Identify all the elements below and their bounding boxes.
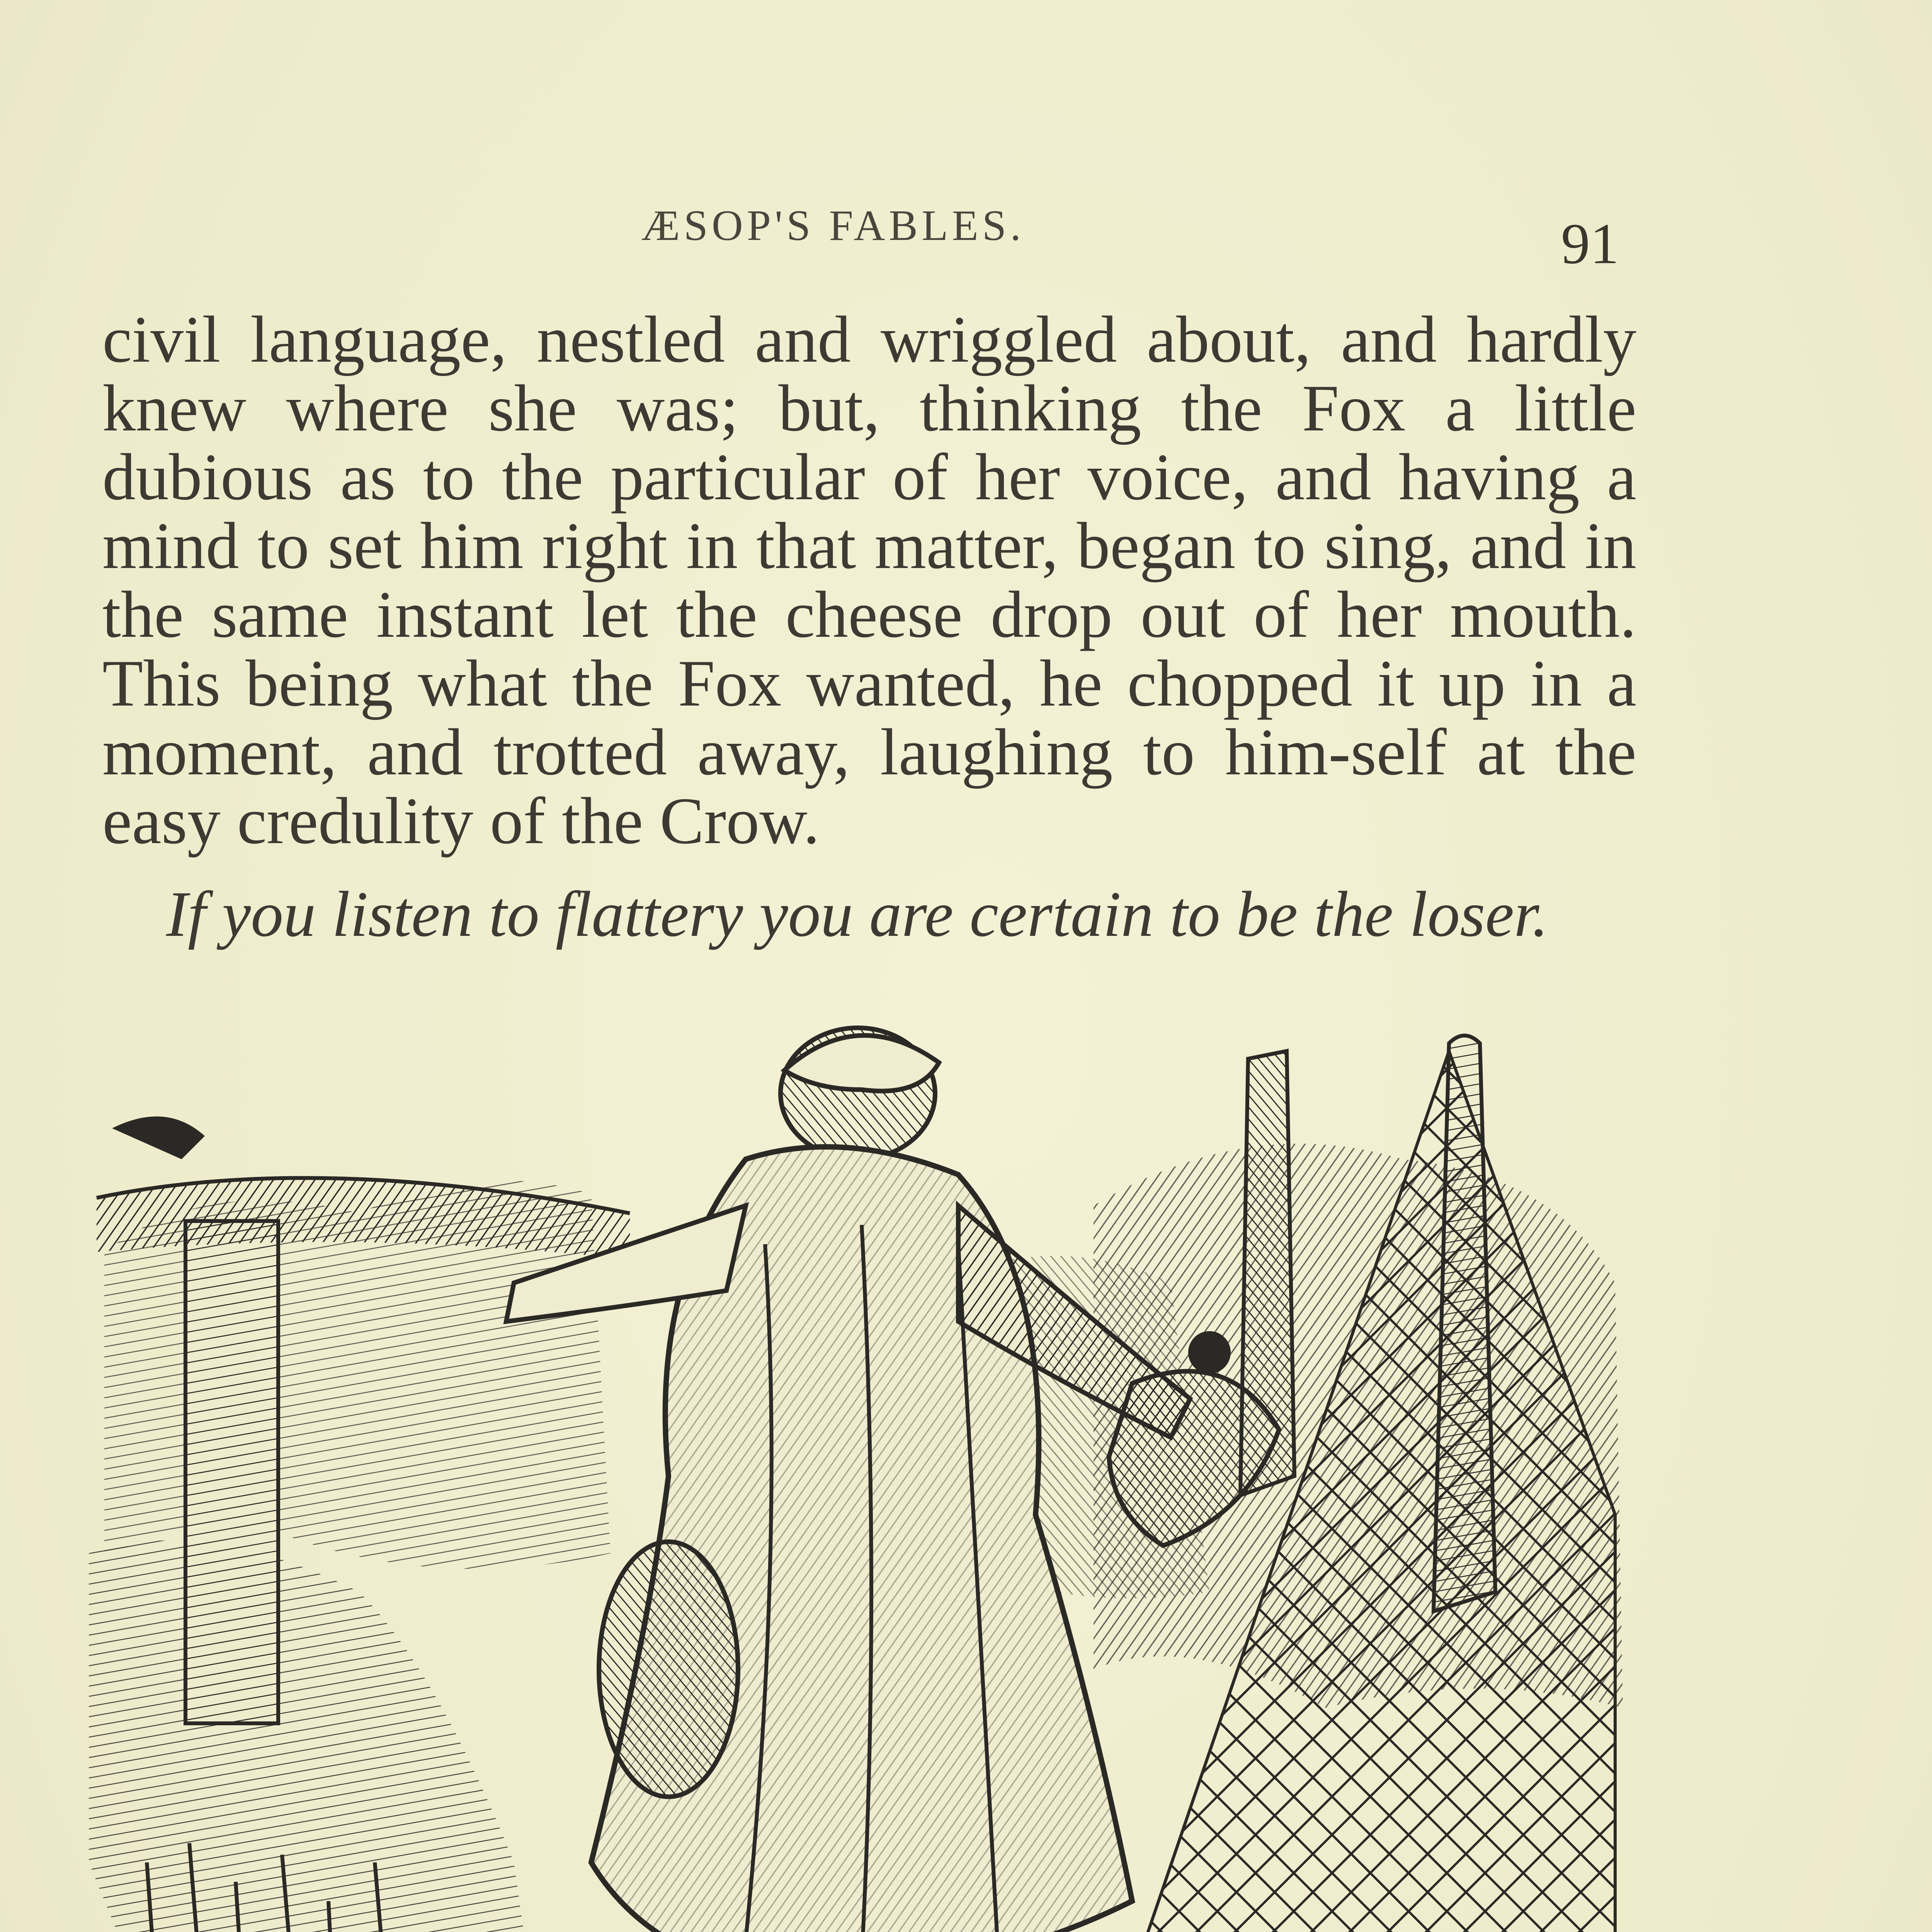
running-head: ÆSOP'S FABLES. [641, 202, 1025, 250]
fable-moral: If you listen to flattery you are certain to be the loser. [166, 878, 1549, 950]
grass-left [89, 1541, 553, 1932]
body-paragraph: civil language, nestled and wriggled about, and hardly knew where she was; but, thinking the Fox a little dubious as to the particular of her voice, and having a mind to set him right in that matter, began to sing, and in the same instant let the cheese drop out of her mouth. This being what the Fox wanted, he chopped it up in a moment, and trotted away, laughing to him-self at the easy credulity of the Crow. [102, 303, 1636, 858]
farmer-figure [506, 1028, 1279, 1932]
engraving-farmer-with-hawk [89, 1012, 1638, 1932]
page-number: 91 [1561, 212, 1619, 276]
